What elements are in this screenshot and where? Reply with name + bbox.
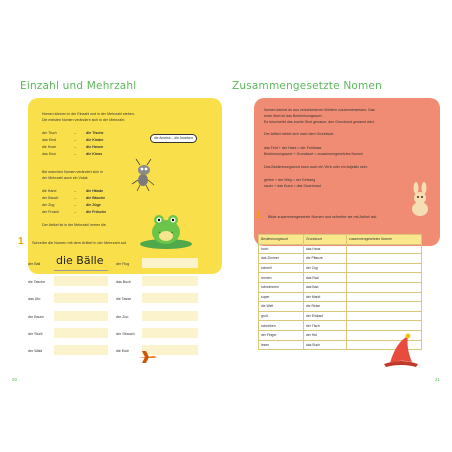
answer-field-8[interactable] xyxy=(142,276,198,286)
answer-field-4[interactable] xyxy=(54,311,108,321)
info-line-3: Es beschreibt das zweite Wort genauer, den Grundwort genannt wird. xyxy=(264,120,375,124)
right-word-5: der Strauch xyxy=(116,332,135,336)
cell-answer[interactable] xyxy=(347,244,422,254)
task-instruction: Schreibe die Nomen mit dem Artikel in der Mehrzahl auf. xyxy=(32,241,127,245)
pair-6-dash: – xyxy=(74,196,76,200)
cell-grundwort: die Reise xyxy=(304,302,347,312)
cell-bestimmungswort: schwimmen xyxy=(259,282,304,292)
left-word-4: der Baum xyxy=(28,315,44,319)
table-row xyxy=(259,311,422,321)
pair-3-dash: – xyxy=(74,145,76,149)
right-word-4: der Zoo xyxy=(116,315,129,319)
intro-line-1: Nomen können in der Einzahl und in der Mehrzahl stehen. xyxy=(42,112,135,116)
pair-5-dash: – xyxy=(74,189,76,193)
task-number: 1 xyxy=(18,236,24,247)
cell-grundwort: der Zug xyxy=(304,263,347,273)
answer-field-3[interactable] xyxy=(54,293,108,303)
cell-grundwort: das Rad xyxy=(304,273,347,283)
right-word-3: die Tasse xyxy=(116,297,132,301)
pair-7-dash: – xyxy=(74,203,76,207)
pair-4-pl: die Kinos xyxy=(86,152,103,156)
left-word-6: der Wald xyxy=(28,349,43,353)
table-header-row xyxy=(259,235,422,245)
table-row xyxy=(259,282,422,292)
header-grundwort: Grundwort xyxy=(304,235,347,245)
cell-bestimmungswort: hoch xyxy=(259,244,304,254)
pair-4-sg: das Kino xyxy=(42,152,56,156)
intro-line-4: der Mehrzahl auch ein Vokal: xyxy=(42,176,89,180)
right-word-2: das Buch xyxy=(116,280,131,284)
rabbit-illustration-icon xyxy=(404,182,438,216)
pair-3-pl: die Hosen xyxy=(86,145,104,149)
table-row xyxy=(259,273,422,283)
airplane-icon xyxy=(136,350,158,364)
example-1-legend: Bestimmungswort + Grundwort = zusammengesetztes Nomen xyxy=(264,152,364,156)
speech-bubble: die Ameise – die Ameisen xyxy=(150,134,197,143)
cell-answer[interactable] xyxy=(347,311,422,321)
cell-answer[interactable] xyxy=(347,263,422,273)
table-row xyxy=(259,292,422,302)
example-1: das Feld + der Hase = der Feldhase xyxy=(264,146,322,150)
cell-grundwort: das Haus xyxy=(304,244,347,254)
pair-2-sg: das Kind xyxy=(42,138,56,142)
cell-bestimmungswort: das Zimmer xyxy=(259,254,304,264)
cell-answer[interactable] xyxy=(347,292,422,302)
left-word-5: der Stuhl xyxy=(28,332,43,336)
table-row xyxy=(259,244,422,254)
pair-3-sg: die Hose xyxy=(42,145,57,149)
answer-field-2[interactable] xyxy=(54,276,108,286)
cell-bestimmungswort: super xyxy=(259,292,304,302)
pair-1-sg: der Tisch xyxy=(42,131,57,135)
answer-field-5[interactable] xyxy=(54,328,108,338)
pair-6-pl: die Bäuche xyxy=(86,196,106,200)
answer-baseline xyxy=(54,270,108,271)
task-instruction-right: Bilde zusammengesetzte Nomen und schreibe sie mit Artikel auf. xyxy=(268,215,378,219)
left-word-2: die Tasche xyxy=(28,280,46,284)
info-line-4: Der Artikel richtet sich nach dem Grundwort. xyxy=(264,132,335,136)
info-line-1: Nomen kannst du aus verschiedenen Wörtern zusammensetzen. Das xyxy=(264,108,375,112)
cell-bestimmungswort: groß xyxy=(259,311,304,321)
table-row xyxy=(259,263,422,273)
pair-1-dash: – xyxy=(74,131,76,135)
table-row xyxy=(259,302,422,312)
cell-bestimmungswort: die Welt xyxy=(259,302,304,312)
cell-grundwort: das Buch xyxy=(304,340,347,350)
cell-grundwort: die Pflanze xyxy=(304,254,347,264)
answer-field-6[interactable] xyxy=(54,345,108,355)
page-number-right: 21 xyxy=(434,377,440,382)
right-page xyxy=(230,58,444,388)
info-box-zusammengesetzte-nomen xyxy=(254,98,440,246)
cell-answer[interactable] xyxy=(347,273,422,283)
handwritten-answer: die Bälle xyxy=(56,254,104,267)
cell-bestimmungswort: schreiben xyxy=(259,321,304,331)
cell-answer[interactable] xyxy=(347,254,422,264)
ant-illustration-icon xyxy=(128,158,158,192)
info-line-5: Das Bestimmungswort kann auch ein Verb oder ein Adjektiv sein: xyxy=(264,165,368,169)
pair-6-sg: der Bauch xyxy=(42,196,59,200)
example-3: sauer + das Kraut = das Sauerkraut xyxy=(264,184,321,188)
left-page xyxy=(8,58,222,388)
frog-illustration-icon xyxy=(138,208,194,250)
cell-answer[interactable] xyxy=(347,282,422,292)
pair-5-pl: die Hände xyxy=(86,189,104,193)
pair-7-sg: der Zug xyxy=(42,203,55,207)
cell-bestimmungswort: rennen xyxy=(259,273,304,283)
right-word-1: der Flug xyxy=(116,262,130,266)
right-page-title: Zusammengesetzte Nomen xyxy=(232,80,382,92)
pair-1-pl: die Tische xyxy=(86,131,104,135)
intro-line-2: Die meisten Nomen verändern sich in der Mehrzahl: xyxy=(42,118,125,122)
cell-bestimmungswort: der Finger xyxy=(259,330,304,340)
info-line-2: erste Wort ist das Bestimmungswort. xyxy=(264,114,323,118)
cell-bestimmungswort: lesen xyxy=(259,340,304,350)
right-word-6: die Eule xyxy=(116,349,129,353)
left-word-3: das Ufo xyxy=(28,297,41,301)
cell-grundwort: der Tisch xyxy=(304,321,347,331)
article-note: Der Artikel ist in der Mehrzahl immer die. xyxy=(42,223,107,227)
table-row xyxy=(259,254,422,264)
cell-grundwort: der Markt xyxy=(304,292,347,302)
info-box-einzahl-mehrzahl xyxy=(28,98,222,274)
pair-8-pl: die Frösche xyxy=(86,210,107,214)
page-number-left: 20 xyxy=(12,377,18,382)
pair-2-pl: die Kinder xyxy=(86,138,104,142)
header-zusammengesetztes-nomen: zusammengesetztes Nomen xyxy=(347,235,422,245)
hat-illustration-icon xyxy=(380,332,422,370)
intro-line-3: Bei manchen Nomen verändert sich in xyxy=(42,170,103,174)
cell-bestimmungswort: schnell xyxy=(259,263,304,273)
cell-answer[interactable] xyxy=(347,302,422,312)
task-number-right: 1 xyxy=(256,210,262,221)
pair-8-dash: – xyxy=(74,210,76,214)
pair-5-sg: die Hand xyxy=(42,189,57,193)
pair-2-dash: – xyxy=(74,138,76,142)
answer-field-7[interactable] xyxy=(142,258,198,268)
cell-grundwort: der Hut xyxy=(304,330,347,340)
pair-4-dash: – xyxy=(74,152,76,156)
cell-grundwort: der Einkauf xyxy=(304,311,347,321)
left-word-1: der Ball xyxy=(28,262,41,266)
cell-grundwort: das Bad xyxy=(304,282,347,292)
pair-7-pl: die Züge xyxy=(86,203,101,207)
answer-field-9[interactable] xyxy=(142,293,198,303)
pair-8-sg: der Frosch xyxy=(42,210,60,214)
header-bestimmungswort: Bestimmungswort xyxy=(259,235,304,245)
example-2: gehen + der Weg = der Gehweg xyxy=(264,178,316,182)
cell-answer[interactable] xyxy=(347,321,422,331)
table-row xyxy=(259,321,422,331)
answer-field-11[interactable] xyxy=(142,328,198,338)
answer-field-10[interactable] xyxy=(142,311,198,321)
left-page-title: Einzahl und Mehrzahl xyxy=(20,80,137,92)
